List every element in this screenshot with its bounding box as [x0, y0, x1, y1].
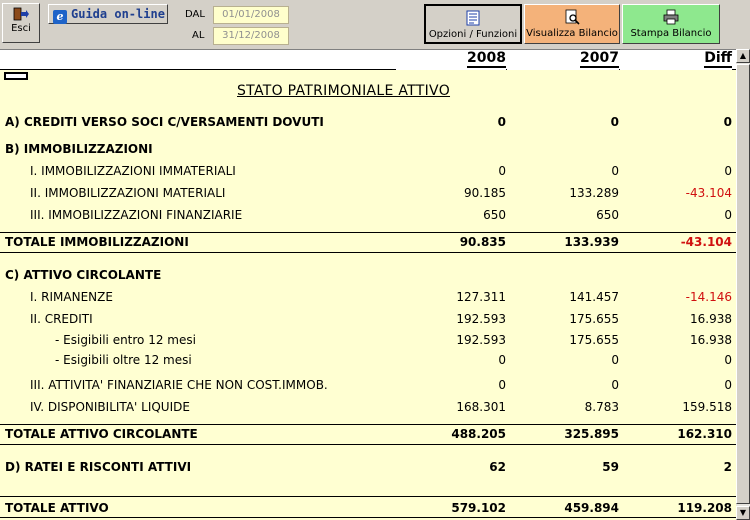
report-title: STATO PATRIMONIALE ATTIVO [237, 83, 451, 99]
guida-label: Guida on-line [71, 7, 165, 21]
row-ratei-risconti: D) RATEI E RISCONTI ATTIVI 62 59 2 [5, 460, 732, 474]
guida-online-button[interactable] [48, 4, 168, 24]
dal-label: DAL [185, 9, 205, 20]
dal-date-field[interactable]: 01/01/2008 [213, 6, 289, 24]
scroll-thumb[interactable] [736, 64, 750, 504]
row-immob-immateriali: I. IMMOBILIZZAZIONI IMMATERIALI 0 0 0 [30, 164, 732, 178]
row-immobilizzazioni: B) IMMOBILIZZAZIONI [5, 142, 153, 156]
scroll-up-button[interactable]: ▲ [736, 49, 750, 63]
row-disponibilita-liquide: IV. DISPONIBILITA' LIQUIDE 168.301 8.783 159.518 [30, 400, 732, 414]
report-area [0, 49, 736, 520]
ie-e-icon: e [53, 10, 67, 24]
col-2007-header: 2007 [509, 50, 619, 70]
row-totale-attivo-circolante: TOTALE ATTIVO CIRCOLANTE 488.205 325.895 162.310 [5, 427, 732, 441]
col-2008-header: 2008 [396, 50, 506, 70]
esci-button[interactable] [2, 3, 40, 43]
row-crediti-soci: A) CREDITI VERSO SOCI C/VERSAMENTI DOVUTI 0 0 0 [5, 115, 732, 129]
row-attivita-finanziarie: III. ATTIVITA' FINANZIARIE CHE NON COST.IMMOB. 0 0 0 [30, 378, 732, 392]
printer-icon [663, 9, 679, 25]
selector-box[interactable] [4, 72, 28, 80]
stampa-label: Stampa Bilancio [630, 28, 712, 39]
row-attivo-circolante: C) ATTIVO CIRCOLANTE [5, 268, 162, 282]
toolbar [0, 0, 750, 48]
vertical-scrollbar[interactable] [736, 49, 750, 520]
row-totale-attivo: TOTALE ATTIVO 579.102 459.894 119.208 [5, 501, 732, 515]
row-rimanenze: I. RIMANENZE 127.311 141.457 -14.146 [30, 290, 732, 304]
magnifier-document-icon [564, 9, 580, 25]
esci-label: Esci [11, 23, 31, 34]
row-totale-immobilizzazioni: TOTALE IMMOBILIZZAZIONI 90.835 133.939 -43.104 [5, 235, 732, 249]
al-label: AL [192, 30, 205, 41]
visualizza-bilancio-button[interactable] [524, 4, 620, 44]
row-immob-finanziarie: III. IMMOBILIZZAZIONI FINANZIARIE 650 650 0 [30, 208, 732, 222]
opzioni-label: Opzioni / Funzioni [428, 29, 518, 40]
visualizza-label: Visualizza Bilancio [526, 28, 618, 39]
options-grid-icon [465, 10, 481, 26]
row-immob-materiali: II. IMMOBILIZZAZIONI MATERIALI 90.185 133.289 -43.104 [30, 186, 732, 200]
row-crediti: II. CREDITI 192.593 175.655 16.938 [30, 312, 732, 326]
row-esigibili-oltre: - Esigibili oltre 12 mesi 0 0 0 [55, 353, 732, 367]
row-esigibili-entro: - Esigibili entro 12 mesi 192.593 175.655 16.938 [55, 333, 732, 347]
opzioni-funzioni-button[interactable] [424, 4, 522, 44]
exit-door-icon [13, 7, 29, 21]
al-date-field[interactable]: 31/12/2008 [213, 27, 289, 45]
scroll-down-button[interactable]: ▼ [736, 506, 750, 520]
stampa-bilancio-button[interactable] [622, 4, 720, 44]
col-diff-header: Diff [622, 50, 732, 70]
